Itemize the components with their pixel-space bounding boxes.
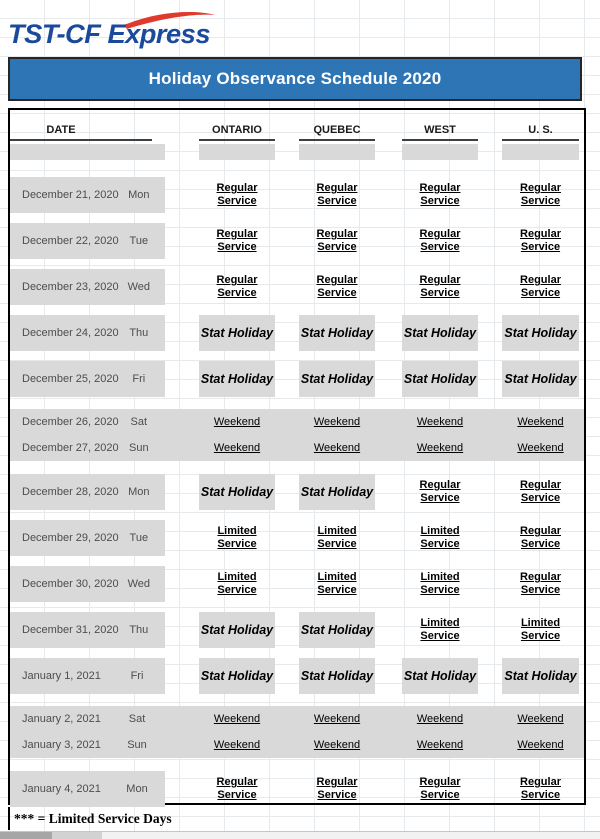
- table-row: [10, 658, 584, 694]
- column-header-west: WEST: [402, 124, 478, 141]
- service-label: Weekend: [517, 739, 564, 751]
- table-row: [10, 269, 584, 305]
- table-row: [10, 315, 584, 351]
- column-gap: [375, 177, 402, 213]
- service-label: Stat Holiday: [300, 485, 374, 499]
- service-label: Weekend: [213, 416, 261, 428]
- table-row: [10, 361, 584, 397]
- day-label: Mon: [128, 189, 150, 201]
- service-label: Stat Holiday: [403, 326, 477, 340]
- date-cell: [10, 409, 165, 435]
- service-cell: [402, 177, 478, 213]
- header-band-cell: [199, 144, 275, 160]
- column-gap: [478, 771, 502, 807]
- column-gap: [275, 771, 299, 807]
- column-header-ontario: ONTARIO: [199, 124, 275, 141]
- column-header-quebec: QUEBEC: [299, 124, 375, 141]
- service-label: Limited Service: [420, 571, 460, 596]
- service-cell: [199, 732, 275, 758]
- date-cell: [10, 474, 165, 510]
- table-row: [10, 771, 584, 807]
- service-cell: [199, 706, 275, 732]
- column-gap: [165, 566, 199, 602]
- column-gap: [375, 409, 402, 435]
- column-gap: [165, 435, 199, 461]
- column-gap: [165, 409, 199, 435]
- column-gap: [165, 520, 199, 556]
- service-cell: [402, 361, 478, 397]
- service-cell: [402, 706, 478, 732]
- service-label: Limited Service: [317, 525, 357, 550]
- service-cell: [502, 732, 579, 758]
- service-label: Limited Service: [420, 617, 460, 642]
- day-label: Fri: [132, 373, 146, 385]
- column-gap: [275, 566, 299, 602]
- service-cell: [402, 435, 478, 461]
- service-label: Regular Service: [520, 274, 561, 299]
- table-row: [10, 566, 584, 602]
- date-cell: [10, 706, 165, 732]
- service-cell: [199, 315, 275, 351]
- table-row: [10, 732, 584, 758]
- service-label: Regular Service: [419, 274, 461, 299]
- service-label: Stat Holiday: [200, 623, 274, 637]
- day-label: Thu: [129, 327, 149, 339]
- date-label: December 21, 2020: [22, 189, 119, 201]
- column-gap: [275, 223, 299, 259]
- service-cell: [402, 474, 478, 510]
- column-gap: [375, 658, 402, 694]
- service-cell: [299, 612, 375, 648]
- date-label: December 30, 2020: [22, 578, 119, 590]
- table-row: [10, 177, 584, 213]
- company-logo: [8, 8, 220, 52]
- column-gap: [478, 223, 502, 259]
- column-gap: [165, 144, 199, 160]
- date-label: December 25, 2020: [22, 373, 119, 385]
- date-label: January 4, 2021: [22, 783, 101, 795]
- table-row: [10, 409, 584, 435]
- date-label: December 24, 2020: [22, 327, 119, 339]
- column-gap: [478, 269, 502, 305]
- service-label: Regular Service: [216, 182, 258, 207]
- footnote-row: [8, 807, 586, 830]
- header-band-row: [10, 144, 584, 160]
- service-cell: [502, 658, 579, 694]
- footnote-text: *** = Limited Service Days: [14, 810, 172, 826]
- service-cell: [502, 361, 579, 397]
- service-label: Stat Holiday: [504, 669, 577, 683]
- date-cell: [10, 771, 165, 807]
- service-label: Stat Holiday: [200, 326, 274, 340]
- service-label: Weekend: [213, 442, 261, 454]
- service-cell: [402, 732, 478, 758]
- day-label: Mon: [126, 783, 148, 795]
- service-cell: [502, 177, 579, 213]
- service-cell: [402, 771, 478, 807]
- service-cell: [299, 706, 375, 732]
- schedule-rows: [10, 177, 584, 807]
- service-label: Limited Service: [520, 617, 561, 642]
- service-label: Regular Service: [419, 182, 461, 207]
- column-gap: [478, 177, 502, 213]
- service-cell: [502, 520, 579, 556]
- service-label: Stat Holiday: [300, 372, 374, 386]
- service-label: Weekend: [313, 713, 361, 725]
- service-cell: [402, 315, 478, 351]
- service-label: Regular Service: [520, 776, 561, 801]
- table-row: [10, 474, 584, 510]
- date-cell: [10, 435, 165, 461]
- service-cell: [199, 223, 275, 259]
- service-cell: [402, 409, 478, 435]
- service-label: Regular Service: [216, 274, 258, 299]
- column-gap: [375, 520, 402, 556]
- column-header-date: DATE: [10, 124, 152, 141]
- column-gap: [275, 612, 299, 648]
- date-label: January 2, 2021: [22, 713, 101, 725]
- column-gap: [478, 520, 502, 556]
- service-cell: [299, 658, 375, 694]
- date-label: December 23, 2020: [22, 281, 119, 293]
- column-header-us: U. S.: [502, 124, 579, 141]
- service-label: Weekend: [313, 416, 361, 428]
- column-gap: [165, 269, 199, 305]
- date-cell: [10, 566, 165, 602]
- day-label: Sat: [130, 416, 148, 428]
- service-label: Regular Service: [520, 182, 561, 207]
- date-cell: [10, 361, 165, 397]
- column-gap: [165, 706, 199, 732]
- service-cell: [502, 474, 579, 510]
- service-cell: [402, 223, 478, 259]
- column-gap: [375, 435, 402, 461]
- service-label: Stat Holiday: [403, 372, 477, 386]
- service-label: Regular Service: [216, 776, 258, 801]
- service-cell: [402, 612, 478, 648]
- service-cell: [199, 771, 275, 807]
- service-label: Weekend: [416, 416, 464, 428]
- service-cell: [199, 566, 275, 602]
- column-gap: [275, 361, 299, 397]
- column-gap: [478, 732, 502, 758]
- service-label: Weekend: [517, 442, 564, 454]
- date-label: December 28, 2020: [22, 486, 119, 498]
- date-cell: [10, 223, 165, 259]
- table-row: [10, 223, 584, 259]
- service-label: Regular Service: [520, 525, 561, 550]
- column-gap: [275, 732, 299, 758]
- column-gap: [165, 315, 199, 351]
- column-gap: [375, 361, 402, 397]
- service-label: Limited Service: [217, 571, 257, 596]
- header-row: [10, 116, 584, 141]
- service-cell: [199, 474, 275, 510]
- service-label: Weekend: [313, 442, 361, 454]
- date-cell: [10, 520, 165, 556]
- service-cell: [299, 566, 375, 602]
- service-cell: [199, 658, 275, 694]
- service-label: Regular Service: [520, 228, 561, 253]
- column-gap: [375, 612, 402, 648]
- table-row: [10, 706, 584, 732]
- column-gap: [375, 771, 402, 807]
- title-banner: [8, 57, 582, 101]
- date-label: January 3, 2021: [22, 739, 101, 751]
- service-label: Stat Holiday: [300, 669, 374, 683]
- service-label: Stat Holiday: [200, 669, 274, 683]
- service-cell: [299, 177, 375, 213]
- day-label: Sun: [129, 442, 149, 454]
- service-label: Stat Holiday: [403, 669, 477, 683]
- day-label: Sun: [127, 739, 147, 751]
- column-gap: [165, 612, 199, 648]
- service-cell: [402, 269, 478, 305]
- service-label: Regular Service: [520, 479, 561, 504]
- day-label: Wed: [127, 281, 151, 293]
- column-gap: [165, 474, 199, 510]
- service-label: Weekend: [313, 739, 361, 751]
- date-cell: [10, 315, 165, 351]
- service-cell: [299, 435, 375, 461]
- date-label: December 27, 2020: [22, 442, 119, 454]
- day-label: Tue: [129, 235, 149, 247]
- column-gap: [375, 223, 402, 259]
- column-gap: [275, 177, 299, 213]
- service-label: Weekend: [416, 713, 464, 725]
- service-cell: [502, 223, 579, 259]
- column-gap: [165, 223, 199, 259]
- service-cell: [502, 409, 579, 435]
- service-label: Stat Holiday: [300, 326, 374, 340]
- column-gap: [478, 566, 502, 602]
- column-gap: [375, 144, 402, 160]
- column-gap: [275, 269, 299, 305]
- date-label: December 29, 2020: [22, 532, 119, 544]
- date-cell: [10, 612, 165, 648]
- service-cell: [199, 269, 275, 305]
- column-gap: [165, 658, 199, 694]
- service-label: Limited Service: [317, 571, 357, 596]
- service-cell: [299, 269, 375, 305]
- day-label: Sat: [128, 713, 146, 725]
- service-cell: [502, 566, 579, 602]
- service-label: Regular Service: [316, 776, 358, 801]
- service-cell: [299, 223, 375, 259]
- column-gap: [275, 409, 299, 435]
- column-gap: [275, 315, 299, 351]
- column-gap: [165, 177, 199, 213]
- service-cell: [299, 315, 375, 351]
- logo-graphic: [8, 8, 220, 52]
- header-band-cell: [402, 144, 478, 160]
- table-row: [10, 520, 584, 556]
- day-label: Fri: [130, 670, 144, 682]
- date-label: January 1, 2021: [22, 670, 101, 682]
- logo-text: TST-CF Express: [8, 19, 211, 49]
- service-cell: [199, 612, 275, 648]
- service-label: Stat Holiday: [504, 326, 577, 340]
- column-gap: [275, 658, 299, 694]
- column-gap: [478, 409, 502, 435]
- column-gap: [375, 566, 402, 602]
- service-label: Weekend: [517, 713, 564, 725]
- service-cell: [199, 361, 275, 397]
- service-cell: [199, 520, 275, 556]
- service-label: Regular Service: [316, 182, 358, 207]
- column-gap: [478, 315, 502, 351]
- table-row: [10, 612, 584, 648]
- column-gap: [478, 435, 502, 461]
- date-label: December 31, 2020: [22, 624, 119, 636]
- service-cell: [299, 361, 375, 397]
- service-cell: [299, 409, 375, 435]
- service-label: Weekend: [416, 739, 464, 751]
- service-label: Regular Service: [216, 228, 258, 253]
- column-gap: [165, 771, 199, 807]
- service-cell: [402, 658, 478, 694]
- column-gap: [375, 315, 402, 351]
- service-label: Regular Service: [316, 228, 358, 253]
- table-row: [10, 435, 584, 461]
- service-label: Regular Service: [520, 571, 561, 596]
- column-gap: [478, 144, 502, 160]
- column-gap: [375, 269, 402, 305]
- service-label: Weekend: [517, 416, 564, 428]
- column-gap: [375, 706, 402, 732]
- service-label: Regular Service: [419, 479, 461, 504]
- service-cell: [502, 771, 579, 807]
- service-cell: [199, 177, 275, 213]
- column-gap: [275, 435, 299, 461]
- day-label: Wed: [127, 578, 151, 590]
- service-label: Limited Service: [420, 525, 460, 550]
- service-label: Stat Holiday: [200, 372, 274, 386]
- service-label: Weekend: [213, 713, 261, 725]
- date-cell: [10, 658, 165, 694]
- service-label: Weekend: [416, 442, 464, 454]
- service-label: Regular Service: [419, 228, 461, 253]
- column-gap: [478, 706, 502, 732]
- schedule-table: [8, 108, 586, 805]
- column-gap: [165, 361, 199, 397]
- service-label: Stat Holiday: [200, 485, 274, 499]
- date-label: December 22, 2020: [22, 235, 119, 247]
- service-label: Regular Service: [419, 776, 461, 801]
- service-cell: [402, 566, 478, 602]
- service-cell: [299, 771, 375, 807]
- header-band-cell: [10, 144, 165, 160]
- service-cell: [502, 269, 579, 305]
- service-cell: [502, 612, 579, 648]
- service-cell: [299, 732, 375, 758]
- service-label: Weekend: [213, 739, 261, 751]
- service-cell: [502, 706, 579, 732]
- column-gap: [375, 474, 402, 510]
- service-cell: [199, 409, 275, 435]
- column-gap: [275, 474, 299, 510]
- date-cell: [10, 732, 165, 758]
- service-cell: [502, 435, 579, 461]
- header-band-cell: [299, 144, 375, 160]
- column-gap: [478, 658, 502, 694]
- day-label: Thu: [129, 624, 149, 636]
- date-cell: [10, 269, 165, 305]
- column-gap: [375, 732, 402, 758]
- day-label: Tue: [129, 532, 149, 544]
- service-label: Regular Service: [316, 274, 358, 299]
- service-cell: [299, 474, 375, 510]
- service-label: Limited Service: [217, 525, 257, 550]
- column-gap: [478, 612, 502, 648]
- service-cell: [502, 315, 579, 351]
- column-gap: [275, 706, 299, 732]
- header-band-cell: [502, 144, 579, 160]
- day-label: Mon: [128, 486, 150, 498]
- column-gap: [275, 520, 299, 556]
- service-cell: [402, 520, 478, 556]
- service-label: Stat Holiday: [300, 623, 374, 637]
- column-gap: [165, 732, 199, 758]
- column-gap: [275, 144, 299, 160]
- service-label: Stat Holiday: [504, 372, 577, 386]
- column-gap: [478, 474, 502, 510]
- date-label: December 26, 2020: [22, 416, 119, 428]
- column-gap: [478, 361, 502, 397]
- date-cell: [10, 177, 165, 213]
- service-cell: [199, 435, 275, 461]
- service-cell: [299, 520, 375, 556]
- page-title: Holiday Observance Schedule 2020: [148, 69, 442, 88]
